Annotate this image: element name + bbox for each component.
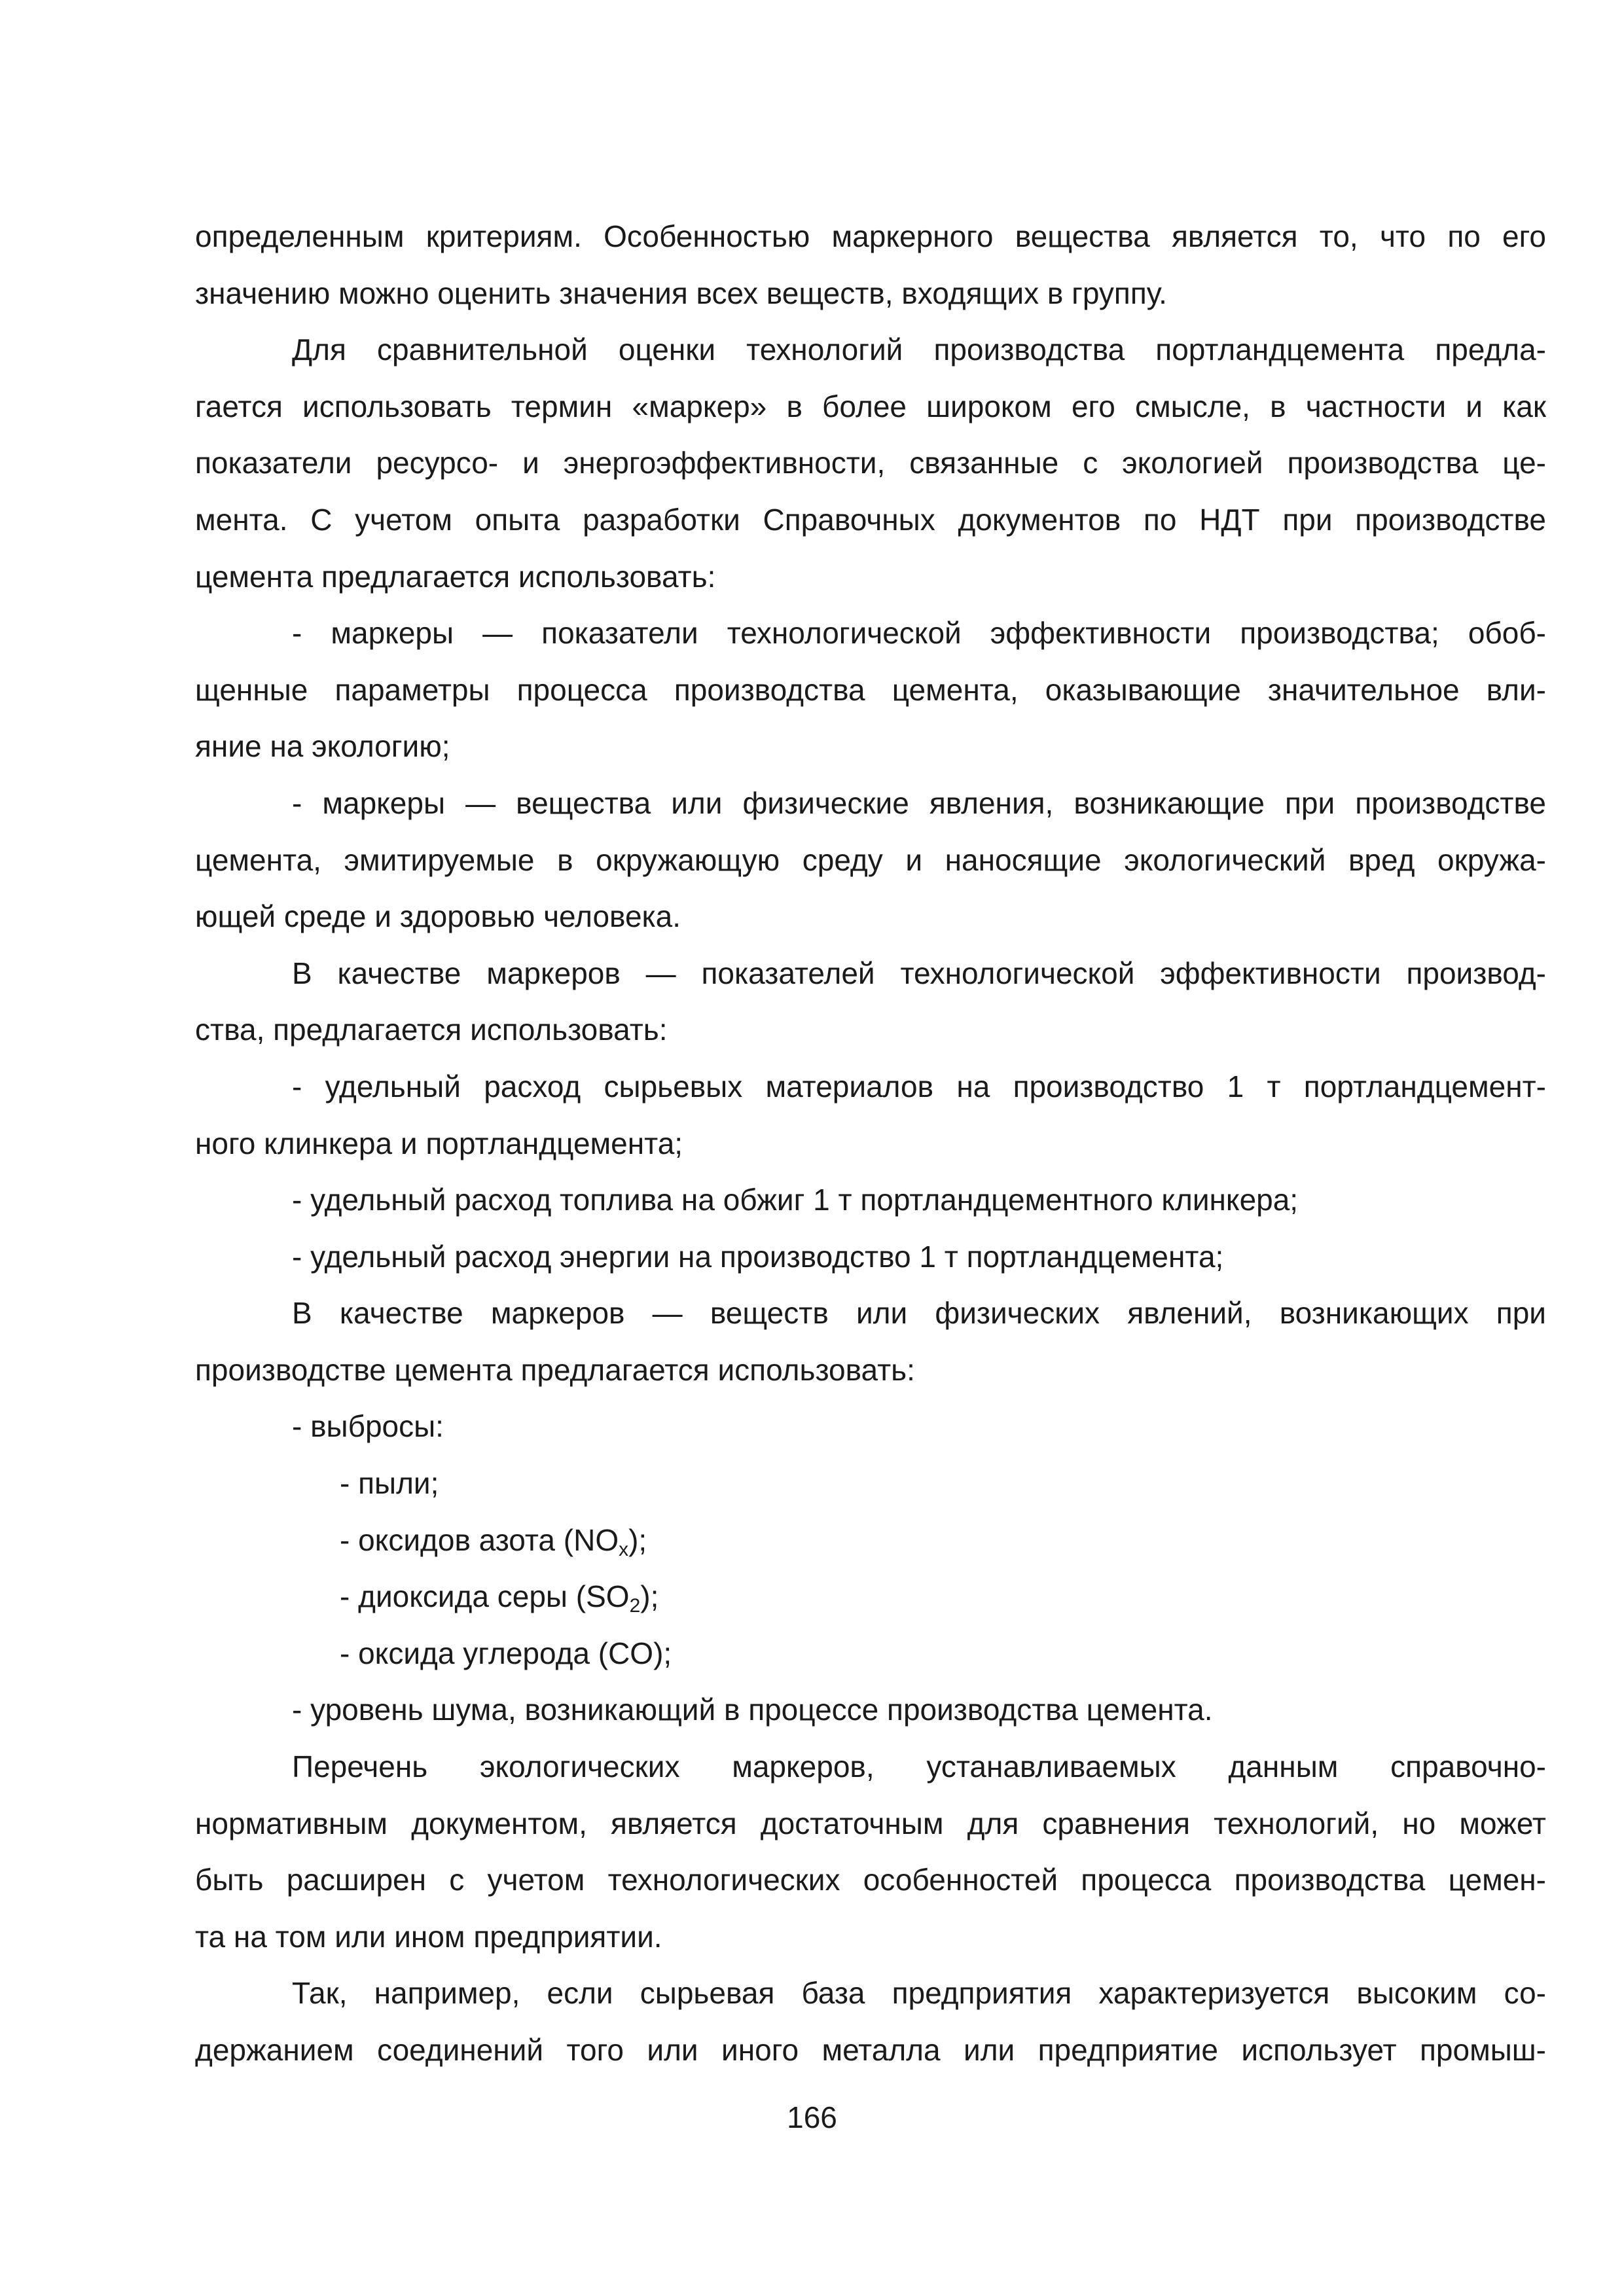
subscript-2: 2 xyxy=(629,1595,641,1617)
sublist-item-so2 xyxy=(195,1568,1546,1625)
list-item-energy: - удельный расход энергии на производство 1 т портландцемента; xyxy=(292,1239,1224,1274)
page-number: 166 xyxy=(787,2100,837,2134)
text-line: гается использовать термин «маркер» в более широком его смысле, в частности и как xyxy=(195,389,1546,423)
text-line: щенные параметры процесса производства цемента, оказывающие значительное вли- xyxy=(195,672,1546,707)
nox-tail: ); xyxy=(628,1522,647,1557)
list-item-noise: - уровень шума, возникающий в процессе производства цемента. xyxy=(292,1693,1213,1727)
paragraph-first-line: Перечень экологических маркеров, устанавливаемых данным справочно- xyxy=(292,1749,1546,1784)
text-line: цемента предлагается использовать: xyxy=(195,559,716,594)
text-line: ного клинкера и портландцемента; xyxy=(195,1126,683,1160)
text-line: значению можно оценить значения всех веществ, входящих в группу. xyxy=(195,276,1167,310)
subscript-x: x xyxy=(619,1538,629,1560)
text-line: показатели ресурсо- и энергоэффективности, связанные с экологией производства це- xyxy=(195,446,1546,480)
text-line: яние на экологию; xyxy=(195,729,450,764)
nox-text: - оксидов азота (NO xyxy=(340,1522,619,1557)
text-line: нормативным документом, является достаточным для сравнения технологий, но может xyxy=(195,1806,1546,1840)
so2-text: - диоксида серы (SO xyxy=(340,1579,630,1614)
text-line: та на том или ином предприятии. xyxy=(195,1919,662,1954)
paragraph-first-line: В качестве маркеров — показателей технологической эффективности производ- xyxy=(292,956,1546,990)
paragraph-first-line: Так, например, если сырьевая база предприятия характеризуется высоким со- xyxy=(292,1976,1546,2011)
list-item-markers-efficiency: - маркеры — показатели технологической эффективности производства; обоб- xyxy=(292,616,1546,651)
list-item-raw-materials: - удельный расход сырьевых материалов на производство 1 т портландцемент- xyxy=(292,1069,1546,1103)
so2-tail: ); xyxy=(640,1579,659,1614)
list-item-emissions: - выбросы: xyxy=(292,1409,444,1444)
paragraph-first-line: В качестве маркеров — веществ или физических явлений, возникающих при xyxy=(292,1296,1546,1331)
sublist-item-dust: - пыли; xyxy=(340,1466,439,1501)
text-line: быть расширен с учетом технологических особенностей процесса производства цемен- xyxy=(195,1863,1546,1897)
text-line: цемента, эмитируемые в окружающую среду и наносящие экологический вред окружа- xyxy=(195,842,1546,877)
text-line: держанием соединений того или иного металла или предприятие использует промыш- xyxy=(195,2033,1546,2067)
sublist-item-nox xyxy=(195,1512,1546,1569)
list-item-markers-emissions: - маркеры — вещества или физические явления, возникающие при производстве xyxy=(292,785,1546,820)
paragraph-first-line: Для сравнительной оценки технологий производства портландцемента предла- xyxy=(292,332,1546,367)
text-line: мента. С учетом опыта разработки Справочных документов по НДТ при производстве xyxy=(195,502,1546,537)
text-line: определенным критериям. Особенностью маркерного вещества является то, что по его xyxy=(195,219,1546,253)
sublist-item-co: - оксида углерода (CO); xyxy=(340,1636,672,1670)
text-line: ства, предлагается использовать: xyxy=(195,1013,668,1047)
list-item-fuel: - удельный расход топлива на обжиг 1 т портландцементного клинкера; xyxy=(292,1183,1299,1217)
text-line: производстве цемента предлагается использовать: xyxy=(195,1352,915,1387)
body-text xyxy=(195,208,1546,2079)
text-line: ющей среде и здоровью человека. xyxy=(195,899,681,934)
